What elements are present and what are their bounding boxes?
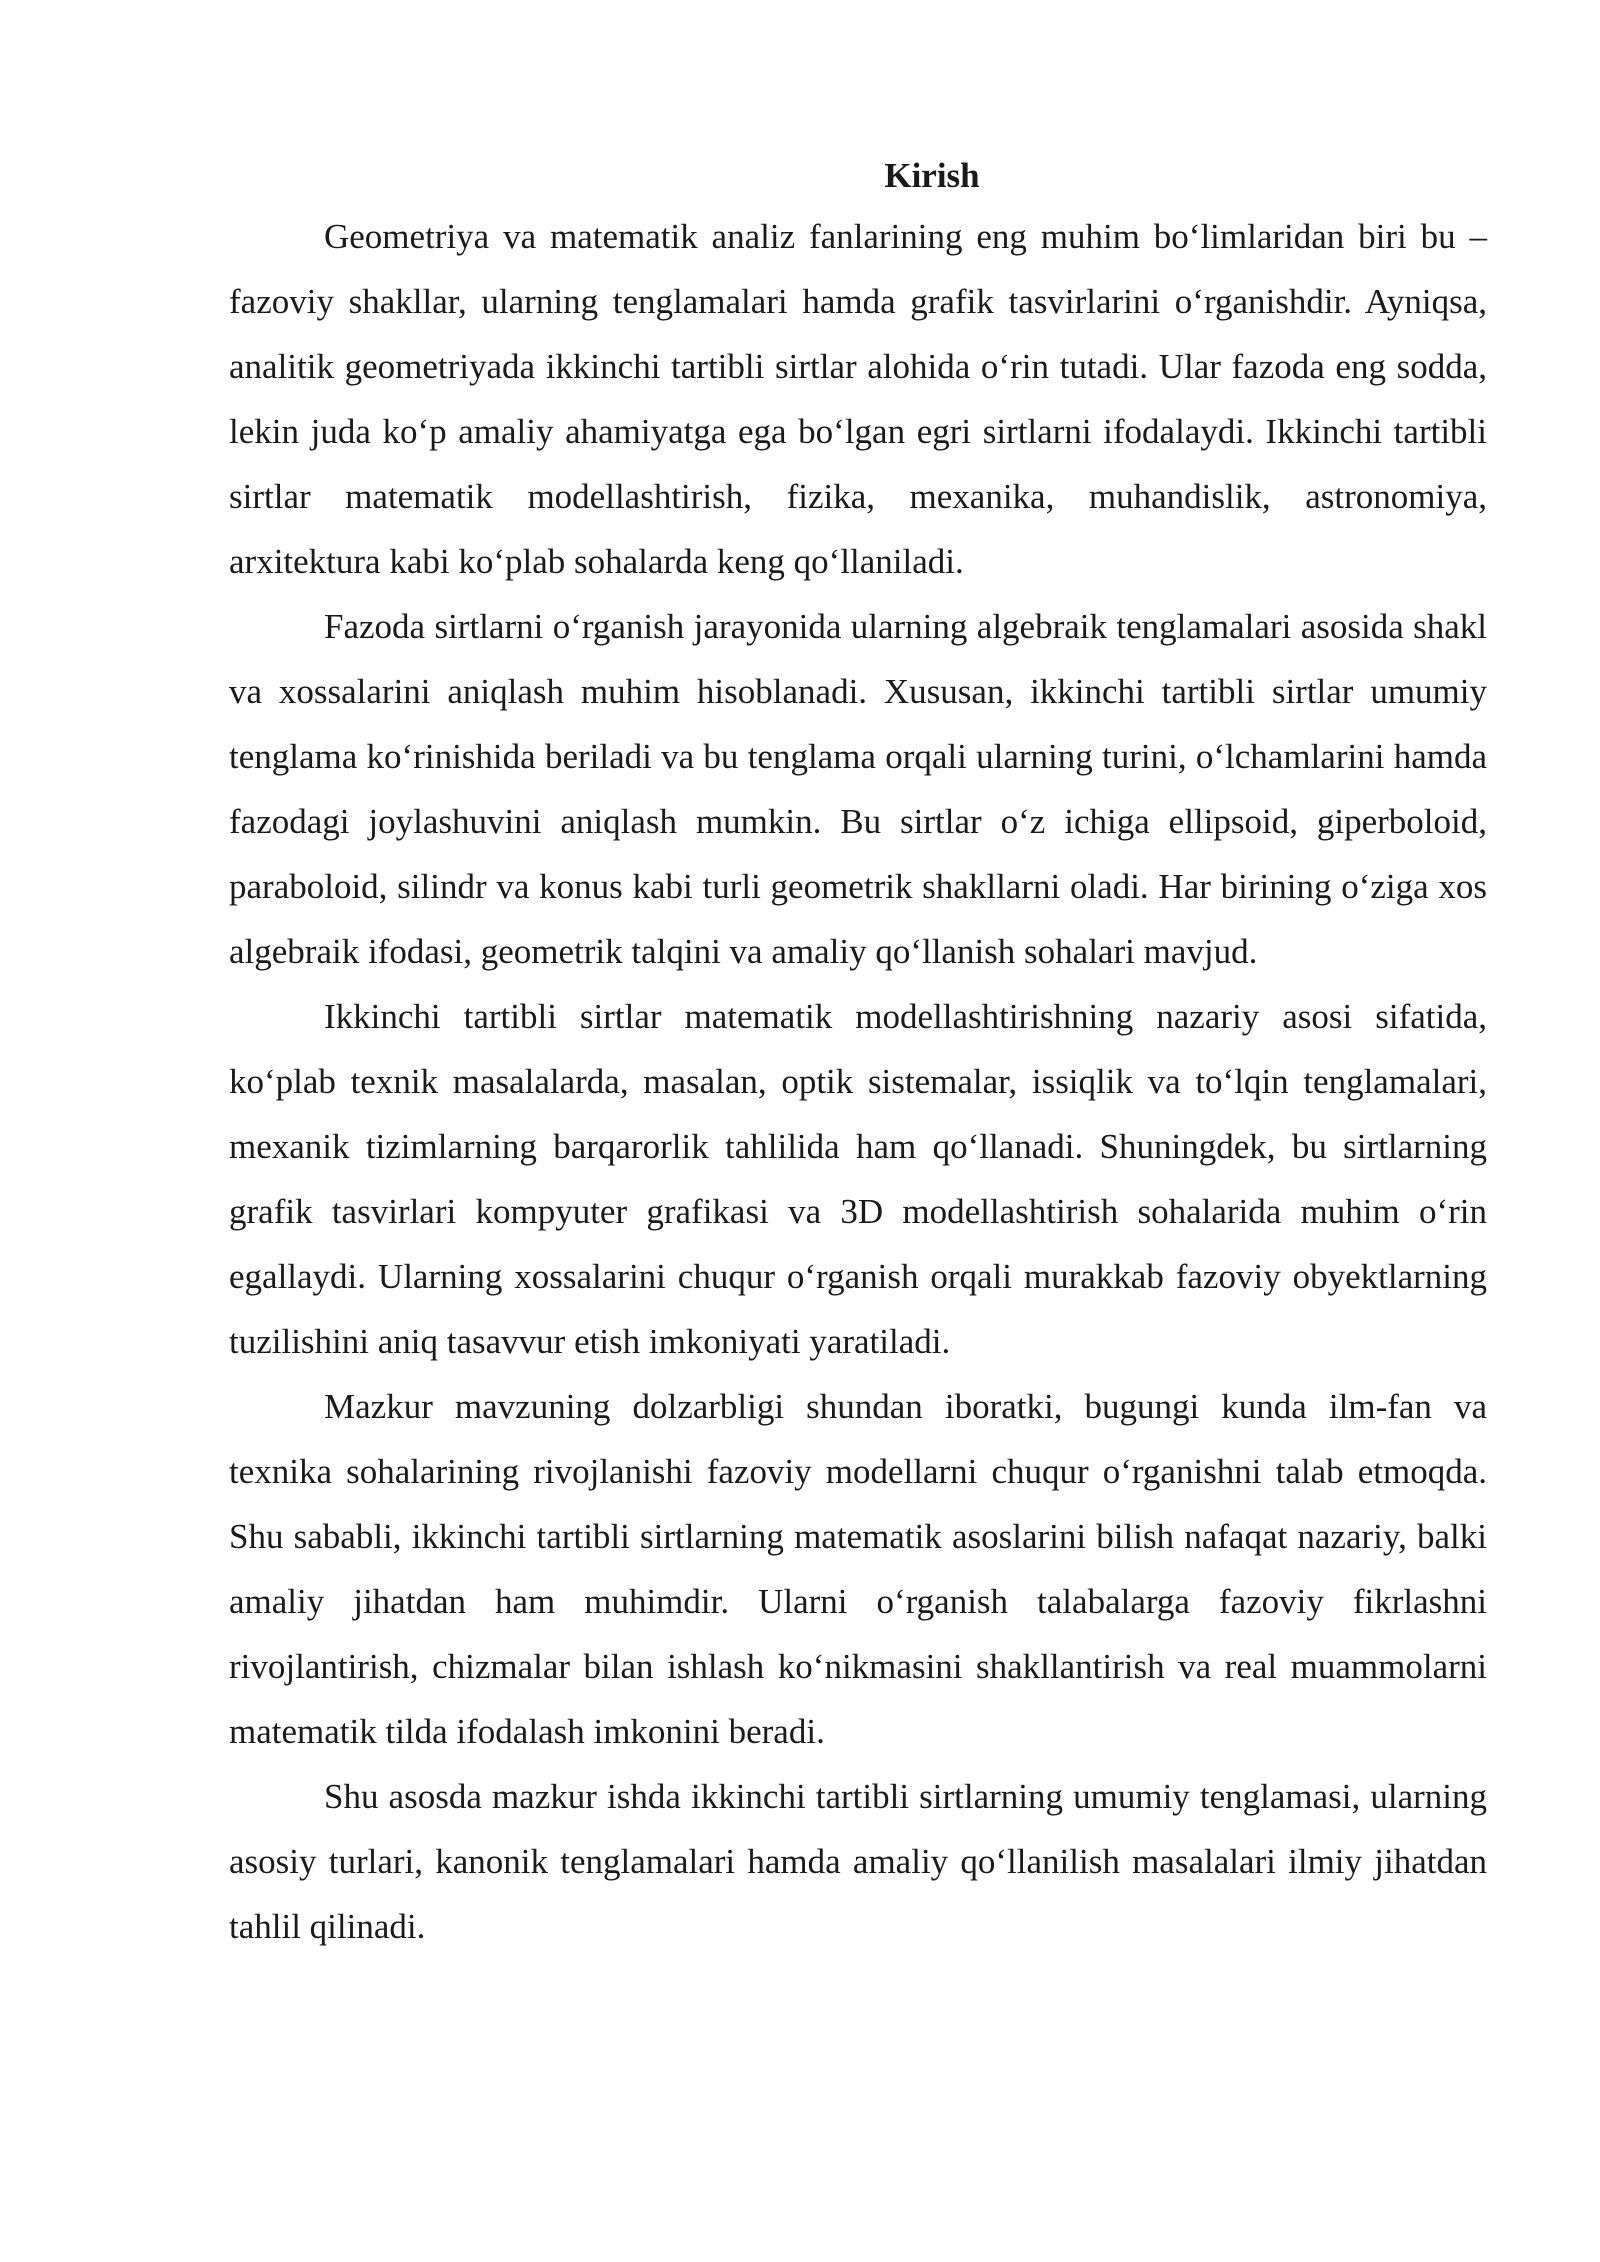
paragraph-3: Ikkinchi tartibli sirtlar matematik modellashtirishning nazariy asosi sifatida, ko‘plab texnik masalalarda, masalan, optik sistemalar, issiqlik va to‘lqin tenglamalari, mexanik tizimlarning barqarorlik tahlilida ham qo‘llanadi. Shuningdek, bu sirtlarning grafik tasvirlari kompyuter grafikasi va 3D modellashtirish sohalarida muhim o‘rin egallaydi. Ularning xossalarini chuqur o‘rganish orqali murakkab fazoviy obyektlarning tuzilishini aniq tasavvur etish imkoniyati yaratiladi.	[229, 997, 1487, 1361]
paragraph-2: Fazoda sirtlarni o‘rganish jarayonida ularning algebraik tenglamalari asosida shakl va xossalarini aniqlash muhim hisoblanadi. Xususan, ikkinchi tartibli sirtlar umumiy tenglama ko‘rinishida beriladi va bu tenglama orqali ularning turini, o‘lchamlarini hamda fazodagi joylashuvini aniqlash mumkin. Bu sirtlar o‘z ichiga ellipsoid, giperboloid, paraboloid, silindr va konus kabi turli geometrik shakllarni oladi. Har birining o‘ziga xos algebraik ifodasi, geometrik talqini va amaliy qo‘llanish sohalari mavjud.	[229, 607, 1487, 971]
paragraph-1: Geometriya va matematik analiz fanlarining eng muhim bo‘limlaridan biri bu – fazoviy shakllar, ularning tenglamalari hamda grafik tasvirlarini o‘rganishdir. Ayniqsa, analitik geometriyada ikkinchi tartibli sirtlar alohida o‘rin tutadi. Ular fazoda eng sodda, lekin juda ko‘p amaliy ahamiyatga ega bo‘lgan egri sirtlarni ifodalaydi. Ikkinchi tartibli sirtlar matematik modellashtirish, fizika, mexanika, muhandislik, astronomiya, arxitektura kabi ko‘plab sohalarda keng qo‘llaniladi.	[229, 217, 1487, 581]
paragraph-5: Shu asosda mazkur ishda ikkinchi tartibli sirtlarning umumiy tenglamasi, ularning asosiy turlari, kanonik tenglamalari hamda amaliy qo‘llanilish masalalari ilmiy jihatdan tahlil qilinadi.	[229, 1777, 1487, 1946]
document-body	[229, 148, 1487, 1959]
page-title: Kirish	[884, 156, 980, 195]
paragraph-4: Mazkur mavzuning dolzarbligi shundan iboratki, bugungi kunda ilm-fan va texnika sohalarining rivojlanishi fazoviy modellarni chuqur o‘rganishni talab etmoqda. Shu sababli, ikkinchi tartibli sirtlarning matematik asoslarini bilish nafaqat nazariy, balki amaliy jihatdan ham muhimdir. Ularni o‘rganish talabalarga fazoviy fikrlashni rivojlantirish, chizmalar bilan ishlash ko‘nikmasini shakllantirish va real muammolarni matematik tilda ifodalash imkonini beradi.	[229, 1387, 1487, 1751]
